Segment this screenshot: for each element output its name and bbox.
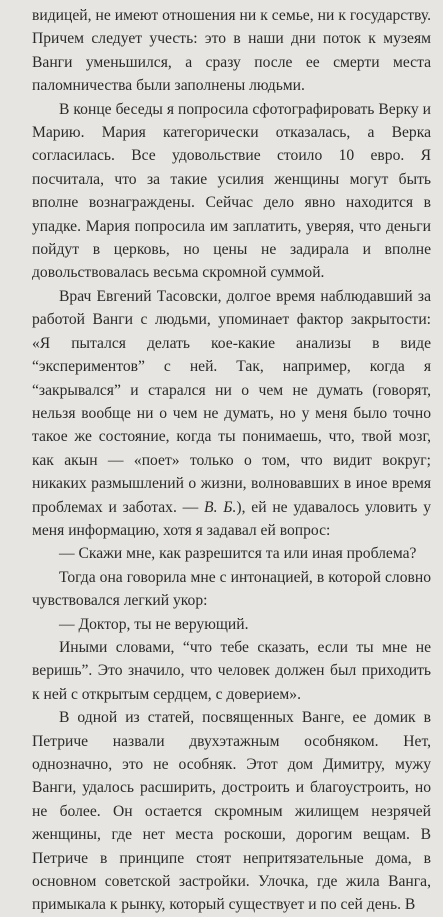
paragraph-4: Тогда она говорила мне с интонацией, в которой словно чувствовался легкий укор: bbox=[32, 568, 431, 610]
dialog-line-1: — Скажи мне, как разрешится та или иная проблема? bbox=[59, 545, 417, 563]
paragraph-5: Иными словами, “что тебе сказать, если ты мне не веришь”. Это значило, что человек должен был приходить к ней с открытым сердцем, с доверием». bbox=[32, 638, 431, 703]
paragraph-6: В одной из статей, посвященных Ванге, ее домик в Петриче назвали двухэтажным особняком. Нет, однозначно, это не особняк. Этот дом Димитру, мужу Ванги, удалось расширить, достроить и благоустроить, но не более. Он остается скромным жилищем незрячей женщины, где нет места роскоши, дорогим вещам. В Петриче в принципе стоят непритязательные дома, в основном советской застройки. Улочка, где жила Ванга, примыкала к рынку, который существует и по сей день. В bbox=[32, 709, 431, 914]
paragraph-3 bbox=[32, 285, 431, 542]
paragraph-1: видицей, не имеют отношения ни к семье, ни к государству. Причем следует учесть: это в наши дни поток к музеям Ванги уменьшился, а сразу после ее смерти места паломничества были заполнены людьми. bbox=[32, 7, 431, 95]
quote-text-start: Врач Евгений Тасовски, долгое время наблюдавший за работой Ванги с людьми, упоминает фактор закрытости: «Я пытался делать кое-какие анализы в виде “экспериментов” с ней. Так, например, когда я “закрывался” и старался ни о чем не думать (говорят, нельзя вообще ни о чем не думать, но у меня было точно такое же состояние, когда ты понимаешь, что, твой мозг, как акын — «поет» только о том, что видит вокруг; никаких размышлений о жизни, волновавших в иное время проблемах и заботах. — bbox=[32, 287, 431, 516]
paragraph-2: В конце беседы я попросила сфотографировать Верку и Марию. Мария категорически отказалась, а Верка согласилась. Все удовольствие стоило 10 евро. Я посчитала, что за такие усилия женщины могут быть вполне вознаграждены. Сейчас дело явно находится в упадке. Мария попросила им заплатить, уверяя, что деньги пойдут в церковь, но цены не задирала и вполне довольствовалась весьма скромной суммой. bbox=[32, 100, 431, 282]
author-initials: В. Б. bbox=[204, 498, 237, 516]
dialog-line-2: — Доктор, ты не верующий. bbox=[59, 615, 249, 633]
quote-text-end: ), ей не удавалось уловить у меня информацию, хотя я задавал ей вопрос: bbox=[32, 498, 432, 539]
